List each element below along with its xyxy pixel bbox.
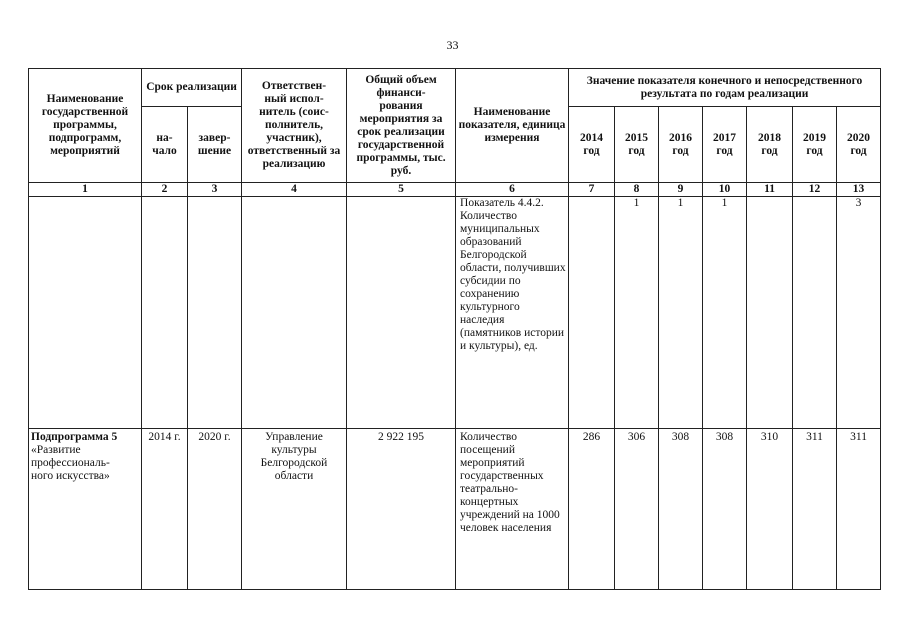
row-executor — [242, 197, 347, 429]
table-row — [29, 429, 881, 590]
row-program — [29, 197, 142, 429]
row-value: 310 — [747, 429, 793, 590]
row-value: 1 — [659, 197, 703, 429]
row-value — [569, 197, 615, 429]
row-funding: 2 922 195 — [347, 429, 456, 590]
header-year: 2016 год — [659, 107, 703, 183]
column-number: 9 — [659, 183, 703, 197]
row-indicator: Количество посещений мероприятий государственных театрально-концертных учреждений на 1000 человек населения — [456, 429, 569, 590]
row-value: 308 — [659, 429, 703, 590]
row-value: 308 — [703, 429, 747, 590]
header-year: 2015 год — [615, 107, 659, 183]
column-number: 2 — [142, 183, 188, 197]
header-program-name: Наименование государственной программы, подпрограмм, мероприятий — [29, 69, 142, 183]
column-number: 8 — [615, 183, 659, 197]
header-year: 2019 год — [793, 107, 837, 183]
header-indicator: Наименование показателя, единица измерения — [456, 69, 569, 183]
column-number: 12 — [793, 183, 837, 197]
column-number: 4 — [242, 183, 347, 197]
row-end — [188, 197, 242, 429]
row-value: 311 — [837, 429, 881, 590]
column-number: 13 — [837, 183, 881, 197]
column-number: 6 — [456, 183, 569, 197]
row-end: 2020 г. — [188, 429, 242, 590]
header-start: на- чало — [142, 107, 188, 183]
row-program-name: «Развитие профессиональ- ного искусства» — [31, 444, 110, 482]
page-number: 33 — [446, 38, 459, 52]
row-program-title: Подпрограмма 5 — [31, 431, 118, 443]
column-number: 11 — [747, 183, 793, 197]
row-value — [793, 197, 837, 429]
row-start: 2014 г. — [142, 429, 188, 590]
column-number: 3 — [188, 183, 242, 197]
header-term: Срок реализации — [142, 69, 242, 107]
row-value: 286 — [569, 429, 615, 590]
row-value: 311 — [793, 429, 837, 590]
row-value: 306 — [615, 429, 659, 590]
row-indicator: Показатель 4.4.2. Количество муниципальных образований Белгородской области, получивших субсидии по сохранению культурного наследия (памятников истории и культуры), ед. — [456, 197, 569, 429]
column-number: 10 — [703, 183, 747, 197]
header-end: завер- шение — [188, 107, 242, 183]
header-year: 2018 год — [747, 107, 793, 183]
header-row — [29, 69, 881, 107]
header-year: 2020 год — [837, 107, 881, 183]
row-start — [142, 197, 188, 429]
row-value: 1 — [615, 197, 659, 429]
row-value — [747, 197, 793, 429]
column-number: 7 — [569, 183, 615, 197]
header-year: 2014 год — [569, 107, 615, 183]
column-number-row — [29, 183, 881, 197]
row-value: 3 — [837, 197, 881, 429]
column-number: 5 — [347, 183, 456, 197]
header-year: 2017 год — [703, 107, 747, 183]
row-program — [29, 429, 142, 590]
table-row — [29, 197, 881, 429]
header-funding: Общий объем финанси- рования мероприятия за срок реализации государственной программы, тыс. руб. — [347, 69, 456, 183]
row-funding — [347, 197, 456, 429]
column-number: 1 — [29, 183, 142, 197]
indicator-table — [28, 68, 881, 590]
row-executor: Управление культуры Белгородской области — [242, 429, 347, 590]
header-executor: Ответствен- ный испол- нитель (соис- полнитель, участник), ответственный за реализацию — [242, 69, 347, 183]
header-values-title: Значение показателя конечного и непосредственного результата по годам реализации — [569, 69, 881, 107]
row-value: 1 — [703, 197, 747, 429]
